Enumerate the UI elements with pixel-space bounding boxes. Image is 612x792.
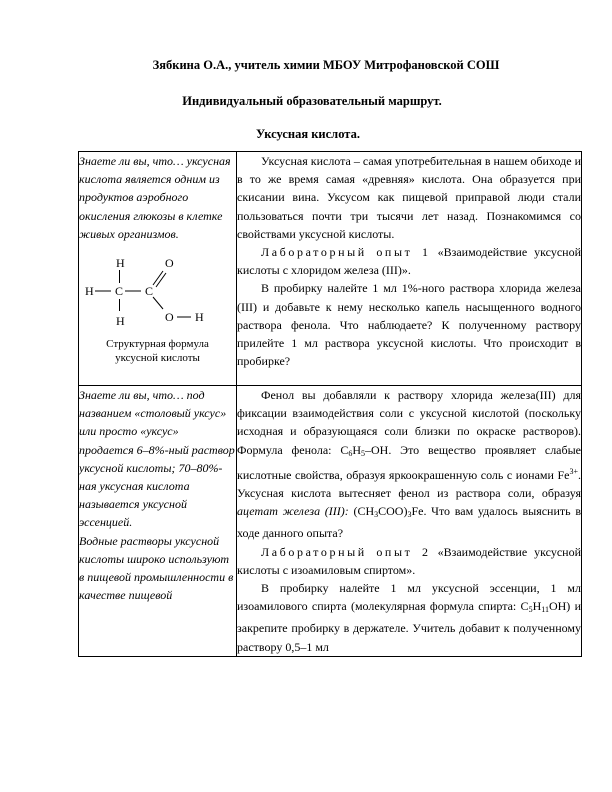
document-title: Уксусная кислота. [256,127,360,141]
sidebar-cell [79,386,237,657]
did-you-know-note: Знаете ли вы, что… уксусная кислота является одним из продуктов аэробного окисления глюкозы в клетке живых организмов. [79,154,231,241]
intro-paragraph: Уксусная кислота – самая употребительная в нашем обиходе и в то же время самая «древняя» кислота. Она образуется при скисании вина. Уксусом как пищевой приправой люди стали пользоваться почти три тысячи лет назад. Познакомимся со свойствами уксусной кислоты. [237,154,581,241]
usage-note: Водные растворы уксусной кислоты широко используют в пищевой промышленности в качестве пищевой [79,533,234,603]
main-text-cell [237,152,582,386]
formula-atom: C [115,284,124,299]
acetic-acid-formula-diagram [83,255,223,335]
formula-caption: Структурная формула уксусной кислоты [106,338,209,365]
did-you-know-note: Знаете ли вы, что… под названием «столовый уксус» или просто «уксус» продается 6–8%-ный раствор уксусной кислоты; 70–80%-ная уксусная кислота называется уксусной эссенцией. [79,388,235,530]
document-author-line: Зябкина О.А., учитель химии МБОУ Митрофановской СОШ [152,58,500,72]
lab-experiment-1-heading: Лабораторный опыт 1 «Взаимодействие уксусной кислоты с хлоридом железа (III)». [237,245,581,278]
lab-experiment-2-instructions: В пробирку налейте 1 мл уксусной эссенции, 1 мл изоамилового спирта (молекулярная формула спирта: $C_5H_{11}OH$) и закрепите пробирку в держателе. Учитель добавит к полученному раствору 0,5–1 мл [237,581,582,654]
formula-atom: H [195,310,204,325]
formula-atom: H [116,256,125,271]
content-table [78,151,582,657]
formula-atom: H [116,314,125,329]
formula-atom: C [145,284,154,299]
table-row [79,386,582,657]
structural-formula [79,255,236,335]
lab-experiment-2-heading: Лабораторный опыт 2 «Взаимодействие уксусной кислоты с изоамиловым спиртом». [237,544,581,577]
sidebar-cell [79,152,237,386]
document-subtitle: Индивидуальный образовательный маршрут. [182,94,442,108]
phenol-explanation-paragraph: Фенол вы добавляли к раствору хлорида железа(III) для фиксации взаимодействия соли с уксусной кислотой (поскольку исходная и образующаяся соли близки по окраске растворов). Формула фенола: $C_6H_5-OH$. Это вещество проявляет слабые кислотные свойства, образуя яркоокрашенную соль с ионами $Fe^{3+}$. Уксусная кислота вытесняет фенол из раствора соли, образуя ацетат железа (III): $(CH_3COO)_3Fe$. Что вам удалось выяснить в ходе данного опыта? [237,388,582,541]
formula-atom: O [165,256,174,271]
lab-experiment-1-instructions: В пробирку налейте 1 мл 1%-ного раствора хлорида железа (III) и добавьте к нему несколько капель насыщенного водного раствора фенола. Что наблюдаете? К полученному раствору прилейте 1 мл раствора уксусной кислоты. Что происходит в пробирке? [237,281,581,369]
formula-atom: O [165,310,174,325]
table-row [79,152,582,386]
main-text-cell [237,386,582,657]
formula-atom: H [85,284,94,299]
